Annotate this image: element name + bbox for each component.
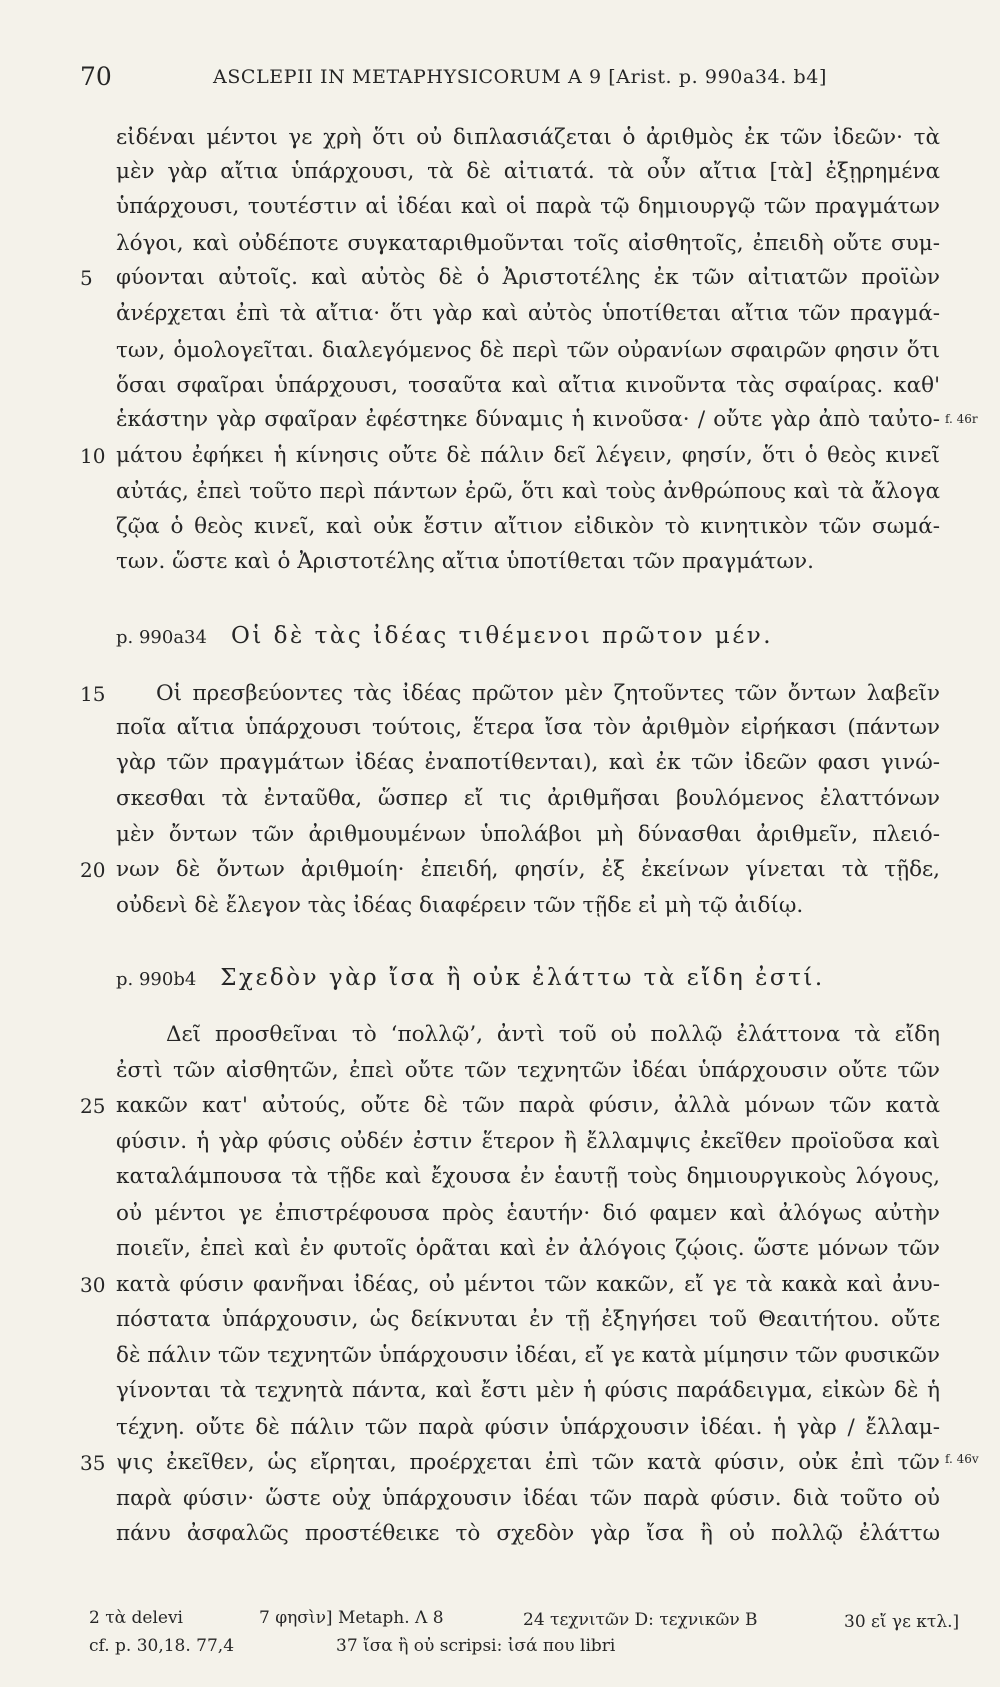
text-line: μάτου ἐφήκει ἡ κίνησις οὔτε δὲ πάλιν δεῖ λέγειν, φησίν, ὅτι ὁ θεὸς κινεῖ [116,443,940,468]
text-line: οὐ μέντοι γε ἐπιστρέφουσα πρὸς ἑαυτήν· διό φαμεν καὶ ἀλόγως αὐτὴν [116,1201,940,1226]
line-number: 35 [80,1451,106,1475]
text-line: ποῖα αἴτια ὑπάρχουσι τούτοις, ἕτερα ἴσα τὸν ἀριθμὸν εἰρήκασι (πάντων [116,715,940,740]
text-line: σκεσθαι τὰ ἐνταῦθα, ὥσπερ εἴ τις ἀριθμῆσαι βουλόμενος ἐλαττόνων [116,786,940,811]
text-line: ἀνέρχεται ἐπὶ τὰ αἴτια· ὅτι γὰρ καὶ αὐτὸς ὑποτίθεται αἴτια τῶν πραγμά- [116,301,940,326]
line-number: 25 [80,1094,106,1118]
text-line: οὐδενὶ δὲ ἔλεγον τὰς ἰδέας διαφέρειν τῶν τῇδε εἰ μὴ τῷ ἀιδίῳ. [116,893,804,918]
text-line: τέχνη. οὔτε δὲ πάλιν τῶν παρὰ φύσιν ὑπάρχουσιν ἰδέαι. ἡ γὰρ / ἔλλαμ- [116,1415,940,1440]
lemma-heading [116,625,773,648]
line-number: 15 [80,682,106,706]
text-line: λόγοι, καὶ οὐδέποτε συγκαταριθμοῦνται τοῖς αἰσθητοῖς, ἐπειδὴ οὔτε συμ- [116,231,940,256]
text-line: δὲ πάλιν τῶν τεχνητῶν ὑπάρχουσιν ἰδέαι, εἴ γε κατὰ μίμησιν τῶν φυσικῶν [116,1343,940,1368]
text-line: Οἱ πρεσβεύοντες τὰς ἰδέας πρῶτον μὲν ζητοῦντες τῶν ὄντων λαβεῖν [156,681,940,706]
text-line: νων δὲ ὄντων ἀριθμοίη· ἐπειδή, φησίν, ἐξ ἐκείνων γίνεται τὰ τῇδε, [116,857,940,882]
text-line: ἐστὶ τῶν αἰσθητῶν, ἐπεὶ οὔτε τῶν τεχνητῶν ἰδέαι ὑπάρχουσιν οὔτε τῶν [116,1058,940,1083]
footnote: cf. p. 30,18. 77,4 [89,1636,235,1656]
text-line: των, ὁμολογεῖται. διαλεγόμενος δὲ περὶ τῶν οὐρανίων σφαιρῶν φησιν ὅτι [116,338,940,363]
lemma-reference: p. 990a34 [116,627,207,648]
footnote: 2 τὰ delevi [89,1608,183,1628]
text-line: ὅσαι σφαῖραι ὑπάρχουσι, τοσαῦτα καὶ αἴτια κινοῦντα τὰς σφαίρας. καθ' [116,373,940,398]
folio-marker: f. 46v [945,1452,979,1466]
text-line: γὰρ τῶν πραγμάτων ἰδέας ἐναποτίθενται), καὶ ἐκ τῶν ἰδεῶν φασι γινώ- [116,750,940,775]
footnote: 24 τεχνιτῶν D: τεχνικῶν B [523,1610,758,1630]
text-line: κακῶν κατ' αὐτούς, οὔτε δὲ τῶν παρὰ φύσιν, ἀλλὰ μόνων τῶν κατὰ [116,1093,940,1118]
text-line: καταλάμπουσα τὰ τῇδε καὶ ἔχουσα ἐν ἑαυτῇ τοὺς δημιουργικοὺς λόγους, [116,1164,940,1189]
text-line: ψις ἐκεῖθεν, ὡς εἴρηται, προέρχεται ἐπὶ τῶν κατὰ φύσιν, οὐκ ἐπὶ τῶν [116,1450,940,1475]
text-line: κατὰ φύσιν φανῆναι ἰδέας, οὐ μέντοι τῶν κακῶν, εἴ γε τὰ κακὰ καὶ ἀνυ- [116,1272,940,1297]
text-line: ὑπάρχουσι, τουτέστιν αἱ ἰδέαι καὶ οἱ παρὰ τῷ δημιουργῷ τῶν πραγμάτων [116,194,940,219]
line-number: 20 [80,858,106,882]
footnote: 7 φησὶν] Metaph. Λ 8 [259,1608,444,1628]
lemma-heading [116,967,825,990]
line-number: 30 [80,1273,106,1297]
text-line: γίνονται τὰ τεχνητὰ πάντα, καὶ ἔστι μὲν ἡ φύσις παράδειγμα, εἰκὼν δὲ ἡ [116,1378,940,1403]
footnote: 30 εἴ γε κτλ.] [844,1612,960,1632]
text-line: εἰδέναι μέντοι γε χρὴ ὅτι οὐ διπλασιάζεται ὁ ἀριθμὸς ἐκ τῶν ἰδεῶν· τὰ [116,125,940,150]
line-number: 10 [80,444,106,468]
text-line: ζῷα ὁ θεὸς κινεῖ, καὶ οὐκ ἔστιν αἴτιον εἰδικὸν τὸ κινητικὸν τῶν σωμά- [116,514,940,539]
folio-marker: f. 46r [945,412,978,426]
running-title: ASCLEPII IN METAPHYSICORUM A 9 [Arist. p. 990a34. b4] [213,66,827,88]
text-line: μὲν ὄντων τῶν ἀριθμουμένων ὑπολάβοι μὴ δύνασθαι ἀριθμεῖν, πλειό- [116,822,940,847]
text-line: φύονται αὐτοῖς. καὶ αὐτὸς δὲ ὁ Ἀριστοτέλης ἐκ τῶν αἰτιατῶν προϊὼν [116,265,940,290]
lemma-text: Οἱ δὲ τὰς ἰδέας τιθέμενοι πρῶτον μέν. [230,623,774,649]
text-line: παρὰ φύσιν· ὥστε οὐχ ὑπάρχουσιν ἰδέαι τῶν παρὰ φύσιν. διὰ τοῦτο οὐ [116,1486,940,1511]
text-line: αὐτάς, ἐπεὶ τοῦτο περὶ πάντων ἐρῶ, ὅτι καὶ τοὺς ἀνθρώπους καὶ τὰ ἄλογα [116,479,940,504]
lemma-text: Σχεδὸν γὰρ ἴσα ἢ οὐκ ἐλάττω τὰ εἴδη ἐστί. [220,965,825,991]
lemma-reference: p. 990b4 [116,969,197,990]
text-line: ποιεῖν, ἐπεὶ καὶ ἐν φυτοῖς ὁρᾶται καὶ ἐν ἀλόγοις ζῴοις. ὥστε μόνων τῶν [116,1236,940,1261]
text-line: φύσιν. ἡ γὰρ φύσις οὐδέν ἐστιν ἕτερον ἢ ἔλλαμψις ἐκεῖθεν προϊοῦσα καὶ [116,1129,940,1154]
footnote: 37 ἴσα ἢ οὐ scripsi: ἰσά που libri [336,1636,616,1656]
text-line: των. ὥστε καὶ ὁ Ἀριστοτέλης αἴτια ὑποτίθεται τῶν πραγμάτων. [116,549,814,574]
line-number: 5 [80,266,93,290]
text-line: ἑκάστην γὰρ σφαῖραν ἐφέστηκε δύναμις ἡ κινοῦσα· / οὔτε γὰρ ἀπὸ ταὐτο- [116,407,940,432]
page-number: 70 [80,62,112,91]
text-line: πάνυ ἀσφαλῶς προστέθεικε τὸ σχεδὸν γὰρ ἴσα ἢ οὐ πολλῷ ἐλάττω [116,1521,940,1546]
text-line: πόστατα ὑπάρχουσιν, ὡς δείκνυται ἐν τῇ ἐξηγήσει τοῦ Θεαιτήτου. οὔτε [116,1307,940,1332]
text-line: Δεῖ προσθεῖναι τὸ ‘πολλῷ’, ἀντὶ τοῦ οὐ πολλῷ ἐλάττονα τὰ εἴδη [166,1022,940,1047]
text-line: μὲν γὰρ αἴτια ὑπάρχουσι, τὰ δὲ αἰτιατά. τὰ οὖν αἴτια [τὰ] ἐξῃρημένα [116,159,940,184]
